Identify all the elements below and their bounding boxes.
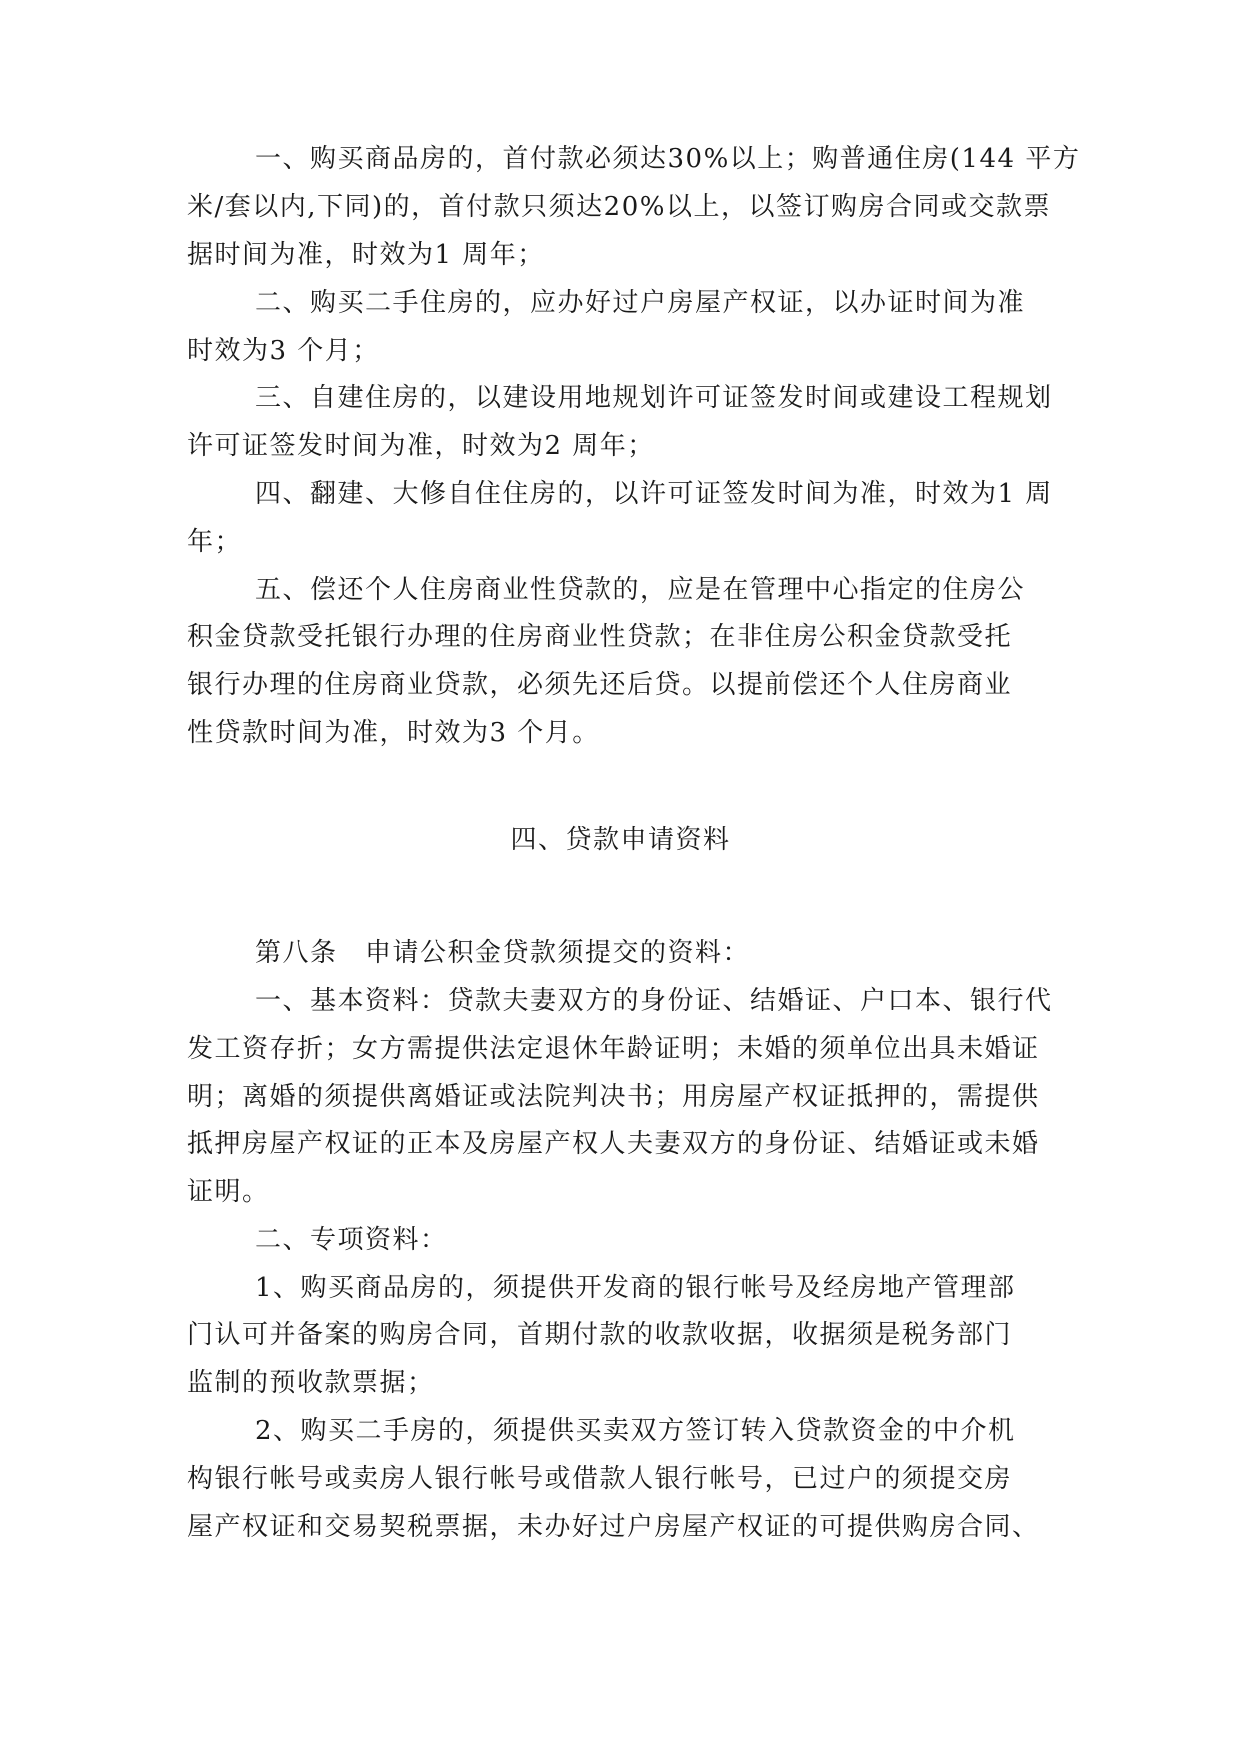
paragraph-line: 抵押房屋产权证的正本及房屋产权人夫妻双方的身份证、结婚证或未婚 bbox=[187, 1129, 1040, 1159]
paragraph-line: 证明。 bbox=[187, 1177, 270, 1207]
paragraph-line: 积金贷款受托银行办理的住房商业性贷款；在非住房公积金贷款受托 bbox=[187, 622, 1013, 652]
article-title: 第八条 申请公积金贷款须提交的资料： bbox=[255, 938, 751, 968]
paragraph-line: 年； bbox=[187, 527, 243, 557]
paragraph-line: 二、购买二手住房的，应办好过户房屋产权证，以办证时间为准 bbox=[255, 288, 1026, 318]
paragraph-line: 许可证签发时间为准，时效为2 周年； bbox=[187, 431, 655, 461]
paragraph-line: 一、购买商品房的，首付款必须达30%以上；购普通住房(144 平方 bbox=[255, 144, 1081, 174]
paragraph-line: 监制的预收款票据； bbox=[187, 1368, 435, 1398]
paragraph-line: 构银行帐号或卖房人银行帐号或借款人银行帐号，已过户的须提交房 bbox=[187, 1464, 1013, 1494]
paragraph-line: 一、基本资料：贷款夫妻双方的身份证、结婚证、户口本、银行代 bbox=[255, 986, 1053, 1016]
section-heading: 四、贷款申请资料 bbox=[510, 825, 731, 855]
paragraph-line: 屋产权证和交易契税票据，未办好过户房屋产权证的可提供购房合同、 bbox=[187, 1512, 1040, 1542]
paragraph-line: 性贷款时间为准，时效为3 个月。 bbox=[187, 718, 600, 748]
paragraph-line: 银行办理的住房商业贷款，必须先还后贷。以提前偿还个人住房商业 bbox=[187, 670, 1013, 700]
paragraph-line: 三、自建住房的，以建设用地规划许可证签发时间或建设工程规划 bbox=[255, 383, 1053, 413]
paragraph-line: 五、偿还个人住房商业性贷款的，应是在管理中心指定的住房公 bbox=[255, 575, 1026, 605]
paragraph-line: 米/套以内,下同)的，首付款只须达20%以上，以签订购房合同或交款票 bbox=[187, 192, 1051, 222]
paragraph-line: 明；离婚的须提供离婚证或法院判决书；用房屋产权证抵押的，需提供 bbox=[187, 1082, 1040, 1112]
subsection-heading: 二、专项资料： bbox=[255, 1225, 448, 1255]
paragraph-line: 1、购买商品房的，须提供开发商的银行帐号及经房地产管理部 bbox=[255, 1273, 1016, 1303]
paragraph-line: 2、购买二手房的，须提供买卖双方签订转入贷款资金的中介机 bbox=[255, 1416, 1016, 1446]
paragraph-line: 发工资存折；女方需提供法定退休年龄证明；未婚的须单位出具未婚证 bbox=[187, 1034, 1040, 1064]
paragraph-line: 四、翻建、大修自住住房的，以许可证签发时间为准，时效为1 周 bbox=[255, 479, 1053, 509]
paragraph-line: 门认可并备案的购房合同，首期付款的收款收据，收据须是税务部门 bbox=[187, 1320, 1013, 1350]
paragraph-line: 据时间为准，时效为1 周年； bbox=[187, 240, 545, 270]
paragraph-line: 时效为3 个月； bbox=[187, 336, 380, 366]
